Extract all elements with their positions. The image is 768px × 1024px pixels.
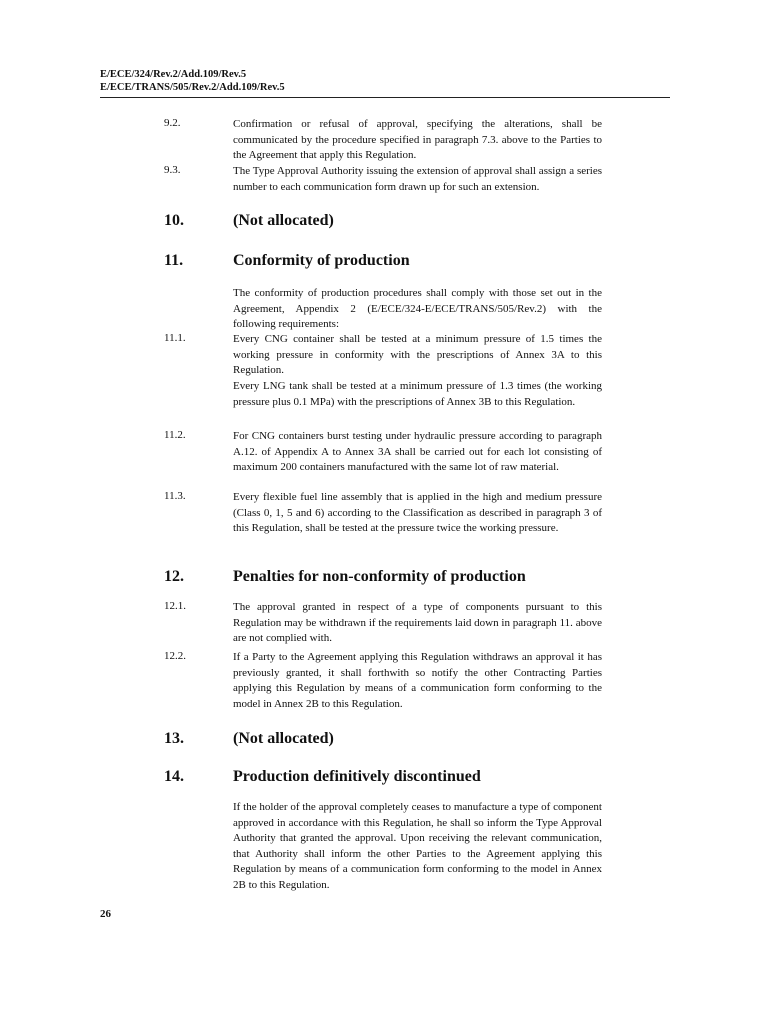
paragraph-number-11-3: 11.3. <box>164 490 186 502</box>
paragraph-number-11-1: 11.1. <box>164 332 186 344</box>
paragraph-11-1-text: Every CNG container shall be tested at a minimum pressure of 1.5 times the working pressure in conformity with the prescriptions of Annex 3A to this Regulation. <box>233 333 602 376</box>
paragraph-12-2-text: If a Party to the Agreement applying this Regulation withdraws an approval it has previously granted, it shall forthwith so notify the other Contracting Parties applying this Regulation by means of a communication form conforming to the model in Annex 2B to this Regulation. <box>233 651 602 710</box>
paragraph-number-11-2: 11.2. <box>164 429 186 441</box>
section-11-intro-text: The conformity of production procedures shall comply with those set out in the Agreement, Appendix 2 (E/ECE/324-E/ECE/TRANS/505/Rev.2) with the following requirements: <box>233 287 602 330</box>
section-title-14: Production definitively discontinued <box>233 768 481 785</box>
paragraph-12-1-text: The approval granted in respect of a type of components pursuant to this Regulation may be withdrawn if the requirements laid down in paragraph 11. above are not complied with. <box>233 601 602 644</box>
page-number: 26 <box>100 908 111 920</box>
section-number-14: 14. <box>164 768 184 785</box>
section-number-11: 11. <box>164 252 184 269</box>
section-title-11: Conformity of production <box>233 252 410 269</box>
paragraph-11-3-text: Every flexible fuel line assembly that is applied in the high and medium pressure (Class 0, 1, 5 and 6) according to the Classification as described in paragraph 3 of this Regulation, shall be tested at the pressure twice the working pressure. <box>233 491 602 534</box>
paragraph-11-1-lng-text: Every LNG tank shall be tested at a minimum pressure of 1.3 times (the working pressure plus 0.1 MPa) with the prescriptions of Annex 3B to this Regulation. <box>233 380 602 408</box>
section-number-12: 12. <box>164 568 184 585</box>
paragraph-number-9-3: 9.3. <box>164 164 181 176</box>
document-symbol-header <box>100 68 285 94</box>
paragraph-11-2-text: For CNG containers burst testing under hydraulic pressure according to paragraph A.12. of Appendix A to Annex 3A shall be carried out for each lot consisting of maximum 200 containers manufactured with the same lot of raw material. <box>233 430 602 473</box>
section-title-13: (Not allocated) <box>233 730 334 747</box>
paragraph-number-9-2: 9.2. <box>164 117 181 129</box>
document-symbol-line-2: E/ECE/TRANS/505/Rev.2/Add.109/Rev.5 <box>100 82 285 93</box>
document-symbol-line-1: E/ECE/324/Rev.2/Add.109/Rev.5 <box>100 69 247 80</box>
section-title-10: (Not allocated) <box>233 212 334 229</box>
paragraph-number-12-1: 12.1. <box>164 600 186 612</box>
paragraph-9-2-text: Confirmation or refusal of approval, specifying the alterations, shall be communicated by the procedure specified in paragraph 7.3. above to the Parties to the Agreement that apply this Regulation. <box>233 118 602 161</box>
section-title-12: Penalties for non-conformity of production <box>233 568 526 585</box>
section-number-13: 13. <box>164 730 184 747</box>
paragraph-number-12-2: 12.2. <box>164 650 186 662</box>
paragraph-9-3-text: The Type Approval Authority issuing the extension of approval shall assign a series number to each communication form drawn up for such an extension. <box>233 165 602 193</box>
section-number-10: 10. <box>164 212 184 229</box>
header-divider <box>100 97 670 98</box>
section-14-text: If the holder of the approval completely ceases to manufacture a type of component approved in accordance with this Regulation, he shall so inform the Type Approval Authority that granted the approval. Upon receiving the relevant communication, that Authority shall inform the other Parties to the Agreement applying this Regulation by means of a communication form conforming to the model in Annex 2B to this Regulation. <box>233 801 602 891</box>
